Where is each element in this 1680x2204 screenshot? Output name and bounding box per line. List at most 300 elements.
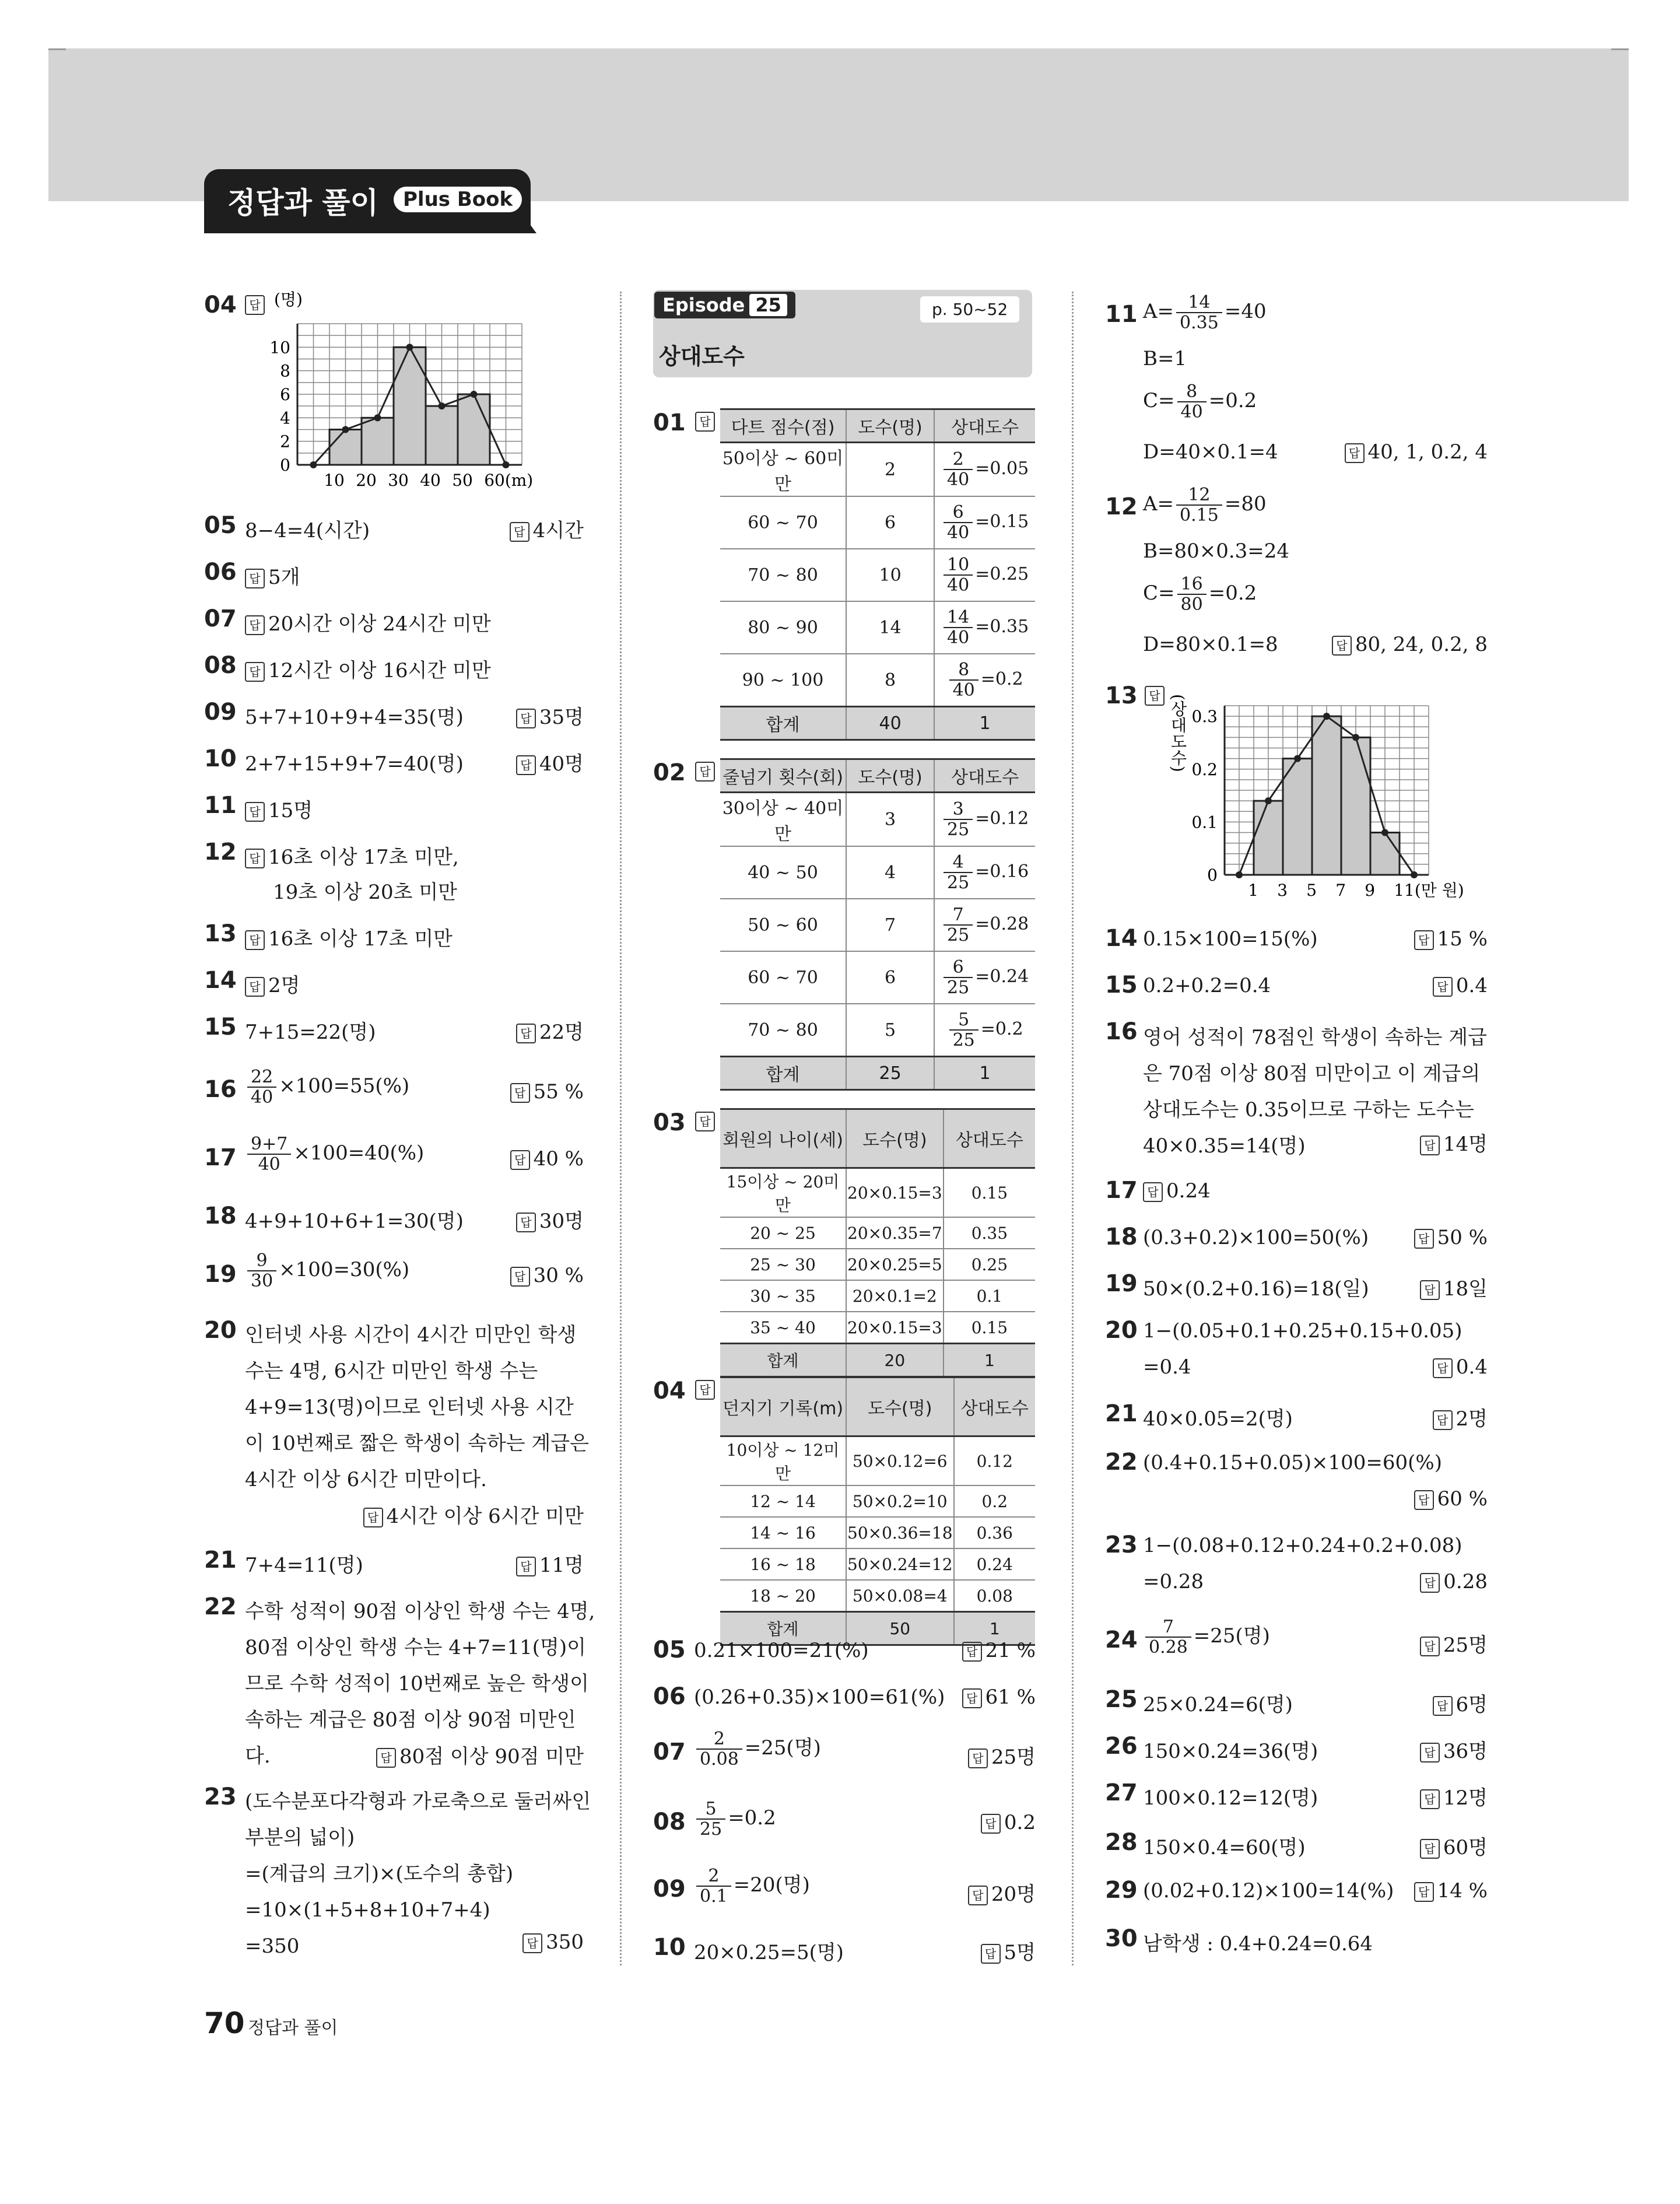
result: =0.2 (980, 1019, 1023, 1039)
solution-line (1143, 1928, 1373, 1956)
column-header: 도수(명) (846, 759, 934, 793)
sum-cell: 25 (846, 1057, 934, 1090)
question-number: 11 (204, 792, 237, 819)
question-number: 26 (1105, 1733, 1138, 1760)
text-line: 4+9=13(명)이므로 인터넷 사용 시간 (245, 1396, 574, 1419)
class-interval: 80 ~ 90 (720, 601, 846, 654)
column-header: 상대도수 (944, 1109, 1035, 1168)
numerator: 22 (247, 1067, 276, 1088)
answer-icon: 답 (516, 755, 536, 775)
column-header: 회원의 나이(세) (720, 1109, 846, 1168)
answer-text: 60 % (1437, 1487, 1488, 1511)
solution-line (1143, 1879, 1394, 1902)
column-header: 상대도수 (954, 1378, 1035, 1436)
solution-line (1143, 1273, 1369, 1301)
solution-line (1143, 1179, 1211, 1203)
value: 0.15 (971, 1183, 1008, 1203)
fraction (944, 555, 973, 595)
expression: A= (1143, 492, 1174, 516)
column-header: 줄넘기 횟수(회) (720, 759, 846, 793)
q23-number: 23 (204, 1783, 237, 1810)
q19-answer (510, 1264, 584, 1287)
x-tick-label: 40 (420, 471, 441, 490)
answer (516, 701, 584, 730)
answer-icon: 답 (981, 1944, 1001, 1964)
frequency: 14 (846, 601, 934, 654)
x-tick-label: 1 (1248, 881, 1259, 900)
expression: 0.15×100=15(%) (1143, 927, 1318, 951)
answer-text: 50 % (1437, 1226, 1488, 1249)
table-header-row (720, 409, 1035, 443)
answer-icon: 답 (695, 762, 715, 782)
answer-text: 40명 (539, 752, 584, 776)
frequency-table (720, 758, 1035, 1091)
frequency: 50×0.12=6 (846, 1436, 954, 1486)
frequency: 7 (846, 899, 934, 951)
answer-icon: 답 (1414, 930, 1434, 950)
class-interval: 14 ~ 16 (720, 1517, 846, 1548)
numerator: 2 (696, 1866, 731, 1887)
table-row (720, 1004, 1035, 1057)
answer-text: 60명 (1443, 1836, 1488, 1859)
relative-frequency (954, 1485, 1035, 1517)
answer (962, 1639, 1036, 1662)
q21-solution: 7+4=11(명) (245, 1554, 363, 1577)
denominator: 40 (947, 523, 970, 543)
relative-frequency (934, 549, 1035, 601)
text-line: 다. (245, 1744, 271, 1768)
x-tick-label: 10 (324, 471, 345, 490)
expression: 25×0.24=6(명) (1143, 1693, 1293, 1716)
denominator: 40 (947, 575, 970, 595)
value: 0.24 (976, 1554, 1013, 1574)
q20-answer (363, 1500, 584, 1529)
question-number: 28 (1105, 1829, 1138, 1856)
answer-text: 12명 (1443, 1786, 1488, 1810)
answer (981, 1811, 1036, 1834)
solution-line (245, 1016, 376, 1045)
question-number: 09 (204, 699, 237, 726)
expression: =25(명) (1193, 1624, 1270, 1648)
answer-text: 30명 (539, 1210, 584, 1233)
fraction (696, 1866, 731, 1906)
frequency: 50×0.2=10 (846, 1485, 954, 1517)
answer-icon: 답 (1414, 1229, 1434, 1249)
fraction (949, 1010, 978, 1050)
q21-number: 21 (204, 1547, 237, 1574)
column-header: 상대도수 (934, 759, 1035, 793)
solution-line (1143, 974, 1271, 997)
table-row (720, 899, 1035, 951)
solution-line (694, 1799, 776, 1839)
q17-number: 17 (204, 1144, 237, 1171)
result: =0.2 (980, 669, 1023, 689)
question-number: 08 (204, 652, 237, 679)
table-row (720, 1580, 1035, 1612)
y-tick-label: 0.1 (1191, 812, 1218, 832)
q16-answer (510, 1080, 584, 1103)
numerator: 4 (944, 853, 973, 873)
y-axis-title: (상대도수) (1168, 694, 1188, 772)
answer-icon: 답 (1420, 1136, 1440, 1155)
q22-answer (376, 1740, 584, 1769)
solution-text: 12시간 이상 16시간 미만 (268, 659, 491, 682)
question-number: 12 (204, 839, 237, 866)
answer-icon: 답 (510, 1267, 530, 1287)
answer (1414, 927, 1488, 951)
relative-frequency (954, 1517, 1035, 1548)
relative-frequency (934, 443, 1035, 497)
expression: ×100=55(%) (279, 1074, 410, 1098)
frequency: 20×0.25=5 (846, 1249, 944, 1280)
expression: =0.2 (1208, 389, 1257, 412)
numerator: 9+7 (247, 1134, 291, 1155)
solution-line (694, 1686, 945, 1709)
answer-icon: 답 (245, 977, 265, 997)
answer (1414, 1226, 1488, 1249)
numerator: 10 (944, 555, 973, 576)
frequency: 4 (846, 846, 934, 899)
answer (1414, 1879, 1488, 1902)
histogram-bar (1370, 833, 1400, 875)
denominator: 25 (947, 819, 970, 840)
numerator: 16 (1177, 574, 1206, 595)
y-axis-title: (명) (274, 290, 303, 309)
solution-line (1143, 1451, 1442, 1474)
answer-text: 15 % (1437, 927, 1488, 951)
answer-text: 20명 (991, 1883, 1036, 1906)
text-line: 영어 성적이 78점인 학생이 속하는 계급 (1143, 1026, 1487, 1049)
class-interval: 20 ~ 25 (720, 1217, 846, 1249)
denominator: 0.15 (1180, 505, 1219, 525)
class-interval: 70 ~ 80 (720, 549, 846, 601)
answer (968, 1741, 1036, 1769)
answer-text: 0.28 (1443, 1570, 1488, 1593)
relative-frequency (934, 1004, 1035, 1057)
answer-icon: 답 (376, 1748, 396, 1768)
expression: (0.4+0.15+0.05)×100=60(%) (1143, 1451, 1442, 1474)
answer-icon: 답 (1143, 1182, 1163, 1202)
answer-icon: 답 (695, 1112, 715, 1131)
question-number: 23 (1105, 1532, 1138, 1558)
table-row (720, 846, 1035, 899)
expression: (0.3+0.2)×100=50(%) (1143, 1226, 1369, 1249)
q21-answer (516, 1549, 584, 1578)
answer (1420, 1831, 1488, 1860)
relative-frequency (934, 899, 1035, 951)
answer (516, 748, 584, 776)
numerator: 5 (949, 1010, 978, 1031)
question-number: 01 (653, 409, 686, 436)
value: 0.25 (971, 1255, 1008, 1274)
answer (1345, 440, 1488, 464)
text-line: 므로 수학 성적이 10번째로 높은 학생이 (245, 1672, 589, 1695)
class-interval: 30 ~ 35 (720, 1280, 846, 1312)
denominator: 30 (251, 1271, 273, 1291)
q17-answer (510, 1147, 584, 1171)
q16-number: 16 (204, 1076, 237, 1103)
episode-badge (654, 292, 795, 318)
question-number: 10 (204, 745, 237, 772)
q04-number: 04 (204, 292, 237, 318)
numerator: 7 (944, 905, 973, 926)
answer-icon: 답 (245, 615, 265, 635)
x-tick-label: 60(m) (484, 471, 534, 490)
q22-number: 22 (204, 1593, 237, 1620)
numerator: 8 (949, 660, 978, 681)
expression: 150×0.4=60(명) (1143, 1836, 1306, 1859)
question-number: 06 (204, 559, 237, 586)
x-tick-label: 7 (1335, 881, 1346, 900)
answer-text: 55 % (533, 1080, 584, 1103)
table-row (720, 654, 1035, 707)
denominator: 25 (947, 873, 970, 893)
episode-number: 25 (749, 294, 787, 316)
fraction (247, 1134, 291, 1174)
numerator: 3 (944, 800, 973, 820)
text-line: =10×(1+5+8+10+7+4) (245, 1898, 490, 1922)
sum-cell: 50 (846, 1612, 954, 1645)
question-number: 09 (653, 1876, 686, 1902)
crop-mark (1611, 48, 1629, 50)
answer-icon: 답 (1345, 443, 1365, 463)
answer-text: 35명 (539, 706, 584, 729)
episode-title: 상대도수 (659, 344, 745, 369)
answer (510, 514, 584, 543)
solution-line (1143, 1782, 1318, 1810)
footer-text: 정답과 풀이 (248, 2018, 338, 2038)
relative-frequency (934, 951, 1035, 1004)
table-header-row (720, 1378, 1035, 1436)
relative-frequency (944, 1217, 1035, 1249)
value: 0.35 (971, 1223, 1008, 1243)
answer-icon: 답 (1420, 1280, 1440, 1300)
q18-number: 18 (204, 1203, 237, 1229)
fraction (1177, 382, 1206, 422)
q19-number: 19 (204, 1261, 237, 1288)
answer-text: 36명 (1443, 1740, 1488, 1763)
numerator: 2 (696, 1729, 742, 1750)
text-line: =350 (245, 1935, 300, 1958)
y-tick-label: 2 (280, 432, 290, 451)
question-number: 19 (1105, 1270, 1138, 1297)
y-tick-label: 0 (280, 455, 290, 475)
question-number: 12 (1105, 493, 1138, 520)
q20-number: 20 (204, 1317, 237, 1344)
answer-icon: 답 (245, 930, 265, 950)
expression: 1−(0.05+0.1+0.25+0.15+0.05) (1143, 1319, 1462, 1343)
answer-text: 2명 (1455, 1407, 1488, 1431)
table-row (720, 1280, 1035, 1312)
text-line: 이 10번째로 짧은 학생이 속하는 계급은 (245, 1432, 589, 1455)
numerator: 8 (1177, 382, 1206, 402)
expression: =0.2 (1208, 581, 1257, 605)
fraction (944, 905, 973, 945)
table-row (720, 793, 1035, 847)
class-interval: 12 ~ 14 (720, 1485, 846, 1517)
sum-cell: 1 (954, 1612, 1035, 1645)
expression: 20×0.25=5(명) (694, 1941, 844, 1964)
fraction (944, 608, 973, 647)
answer-icon: 답 (245, 849, 265, 868)
solution-line: =0.4 (1143, 1355, 1191, 1379)
y-tick-label: 0 (1207, 866, 1218, 885)
frequency: 20×0.15=3 (846, 1312, 944, 1344)
table-row (720, 1517, 1035, 1548)
solution-line (1143, 485, 1267, 525)
expression: 40×0.05=2(명) (1143, 1407, 1293, 1431)
class-interval: 60 ~ 70 (720, 951, 846, 1004)
frequency: 5 (846, 1004, 934, 1057)
solution-line: D=80×0.1=8 (1143, 633, 1278, 656)
solution-text: 2+7+15+9+7=40(명) (245, 752, 464, 776)
question-number: 06 (653, 1683, 686, 1710)
x-tick-label: 5 (1306, 881, 1317, 900)
q17-solution (245, 1134, 424, 1174)
solution-text: 8−4=4(시간) (245, 519, 370, 542)
y-tick-label: 4 (280, 408, 290, 428)
class-interval: 15이상 ~ 20미만 (720, 1168, 846, 1218)
numerator: 7 (1145, 1617, 1191, 1638)
frequency: 20×0.15=3 (846, 1168, 944, 1218)
x-tick-label: 30 (388, 471, 409, 490)
denominator: 80 (1180, 594, 1203, 615)
answer (1332, 633, 1488, 656)
histogram-bar (329, 430, 362, 465)
sum-cell: 20 (846, 1344, 944, 1377)
text-line: 80점 이상인 학생 수는 4+7=11(명)이 (245, 1636, 586, 1659)
fraction (1145, 1617, 1191, 1657)
answer-icon: 답 (1433, 1410, 1453, 1430)
question-number: 05 (653, 1637, 686, 1663)
frequency: 50×0.08=4 (846, 1580, 954, 1612)
answer-icon: 답 (1414, 1882, 1434, 1902)
solution-line (1143, 1403, 1293, 1431)
answer-icon: 답 (510, 1083, 530, 1103)
expression: 0.24 (1166, 1179, 1211, 1203)
question-number: 25 (1105, 1686, 1138, 1713)
answer-text: 30 % (533, 1264, 584, 1287)
crop-mark (48, 48, 66, 50)
x-tick-label: 50 (452, 471, 473, 490)
class-interval: 70 ~ 80 (720, 1004, 846, 1057)
answer-icon: 답 (695, 412, 715, 432)
q13-histogram (1160, 682, 1464, 910)
value: 0.2 (981, 1491, 1008, 1511)
polygon-point (1381, 829, 1388, 836)
polygon-point (1294, 755, 1301, 762)
answer (1420, 1128, 1488, 1157)
answer-icon: 답 (962, 1642, 982, 1662)
frequency: 50×0.24=12 (846, 1548, 954, 1580)
histogram-bar (1341, 737, 1370, 875)
header-title: 정답과 풀이 (227, 186, 378, 220)
table-sum-row (720, 1344, 1035, 1377)
frequency-table (720, 1376, 1035, 1646)
numerator: 12 (1176, 485, 1222, 506)
answer (1420, 1629, 1488, 1658)
table-row (720, 1217, 1035, 1249)
frequency: 6 (846, 951, 934, 1004)
plus-book-badge: Plus Book (394, 187, 522, 212)
class-interval: 30이상 ~ 40미만 (720, 793, 846, 847)
polygon-point (1323, 713, 1330, 720)
class-interval: 60 ~ 70 (720, 496, 846, 549)
expression: 남학생 : 0.4+0.24=0.64 (1143, 1932, 1373, 1956)
q19-solution (245, 1251, 409, 1291)
question-number: 20 (1105, 1317, 1138, 1344)
question-number: 04 (653, 1378, 686, 1404)
answer-text: 80점 이상 90점 미만 (399, 1745, 584, 1768)
answer-icon: 답 (510, 1150, 530, 1170)
numerator: 2 (944, 450, 973, 470)
denominator: 25 (947, 977, 970, 998)
expression: ×100=40(%) (293, 1141, 425, 1165)
polygon-point (439, 402, 446, 409)
answer-text: 14 % (1437, 1879, 1488, 1902)
value: 0.1 (976, 1286, 1003, 1306)
solution-line (245, 923, 453, 951)
answer-icon: 답 (245, 295, 265, 315)
relative-frequency (934, 496, 1035, 549)
answer-icon: 답 (1420, 1839, 1440, 1859)
text-line: 수학 성적이 90점 이상인 학생 수는 4명, (245, 1600, 595, 1623)
relative-frequency (954, 1548, 1035, 1580)
denominator: 25 (952, 1030, 975, 1050)
polygon-point (406, 344, 413, 351)
result: =0.25 (975, 564, 1029, 584)
solution-line: B=1 (1143, 347, 1187, 370)
answer-text: 80, 24, 0.2, 8 (1355, 633, 1488, 656)
relative-frequency (934, 654, 1035, 707)
solution-line: B=80×0.3=24 (1143, 539, 1290, 563)
frequency: 2 (846, 443, 934, 497)
answer-text: 61 % (985, 1686, 1036, 1709)
solution-line (1143, 1319, 1462, 1343)
table-header-row (720, 1109, 1035, 1168)
solution-line (694, 1866, 810, 1906)
answer-text: 25명 (991, 1746, 1036, 1769)
answer-icon: 답 (516, 1557, 536, 1576)
solution-line (245, 608, 491, 636)
expression: ×100=30(%) (279, 1258, 410, 1281)
fraction (247, 1067, 276, 1107)
column-header: 던지기 기록(m) (720, 1378, 846, 1436)
sum-cell: 합계 (720, 707, 846, 740)
histogram-bar (1312, 716, 1341, 875)
class-interval: 18 ~ 20 (720, 1580, 846, 1612)
answer-icon: 답 (516, 1213, 536, 1232)
solution-text: 16초 이상 17초 미만, (268, 846, 459, 869)
class-interval: 16 ~ 18 (720, 1548, 846, 1580)
value: 0.12 (976, 1451, 1013, 1471)
solution-line (245, 654, 491, 683)
denominator: 40 (952, 680, 975, 700)
q16-solution (245, 1067, 409, 1107)
polygon-point (503, 461, 510, 468)
expression: C= (1143, 581, 1175, 605)
result: =0.35 (975, 616, 1029, 637)
answer-text: 350 (546, 1930, 584, 1954)
value: 0.08 (976, 1586, 1013, 1606)
answer-icon: 답 (522, 1933, 542, 1953)
expression: 0.2+0.2=0.4 (1143, 974, 1271, 997)
question-number: 15 (204, 1014, 237, 1040)
answer-text: 0.4 (1455, 1355, 1488, 1379)
frequency: 3 (846, 793, 934, 847)
y-tick-label: 8 (280, 361, 290, 381)
q20-solution (245, 1317, 589, 1498)
